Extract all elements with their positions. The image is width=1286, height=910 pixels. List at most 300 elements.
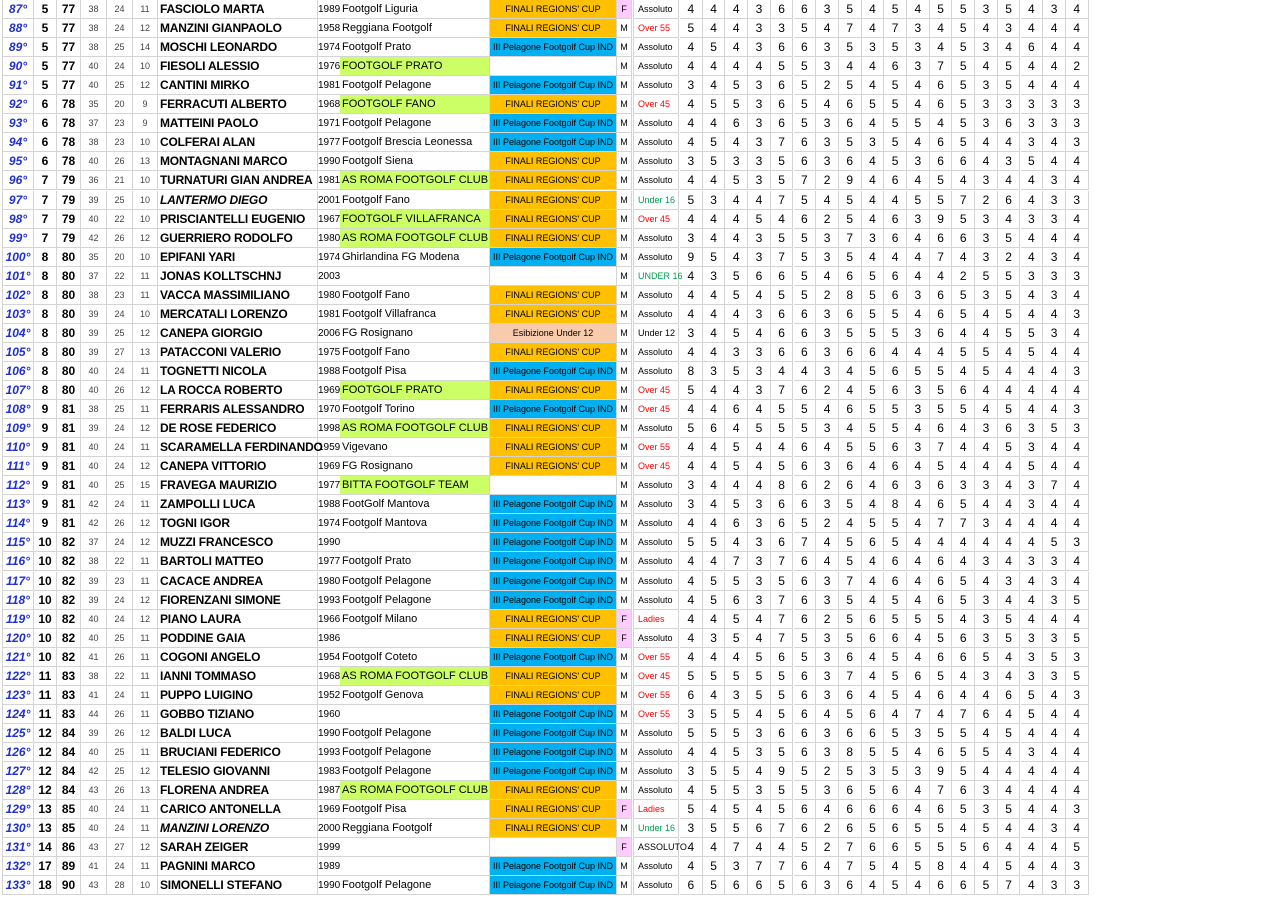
hole-score-cell: 5	[703, 572, 726, 591]
gender-cell: M	[617, 552, 632, 571]
hole-score-cell: 3	[1043, 267, 1066, 286]
hole-score-cell: 6	[771, 38, 794, 57]
table-row	[0, 191, 1268, 210]
gender-cell: F	[617, 800, 632, 819]
hole-score-cell: 4	[680, 781, 703, 800]
hole-score-cell: 4	[1043, 19, 1066, 38]
hole-score-cell: 4	[884, 248, 907, 267]
hole-score-cell: 3	[1066, 648, 1089, 667]
club-cell: BITTA FOOTGOLF TEAM	[340, 476, 490, 495]
hole-score-cell: 3	[907, 724, 930, 743]
hole-score-cell: 5	[907, 857, 930, 876]
hole-score-cell: 3	[1043, 629, 1066, 648]
hole-score-cell: 5	[771, 457, 794, 476]
hole-score-cell: 3	[975, 591, 998, 610]
hole-score-cell: 4	[680, 343, 703, 362]
split-score-cell: 15	[133, 476, 158, 495]
hole-score-cell: 3	[816, 114, 839, 133]
hole-score-cell: 4	[703, 457, 726, 476]
split-score-cell: 20	[107, 248, 133, 267]
event-cell: III Pelagone Footgolf Cup IND	[490, 533, 617, 552]
hole-score-cell: 5	[998, 610, 1021, 629]
hole-score-cell: 3	[1066, 362, 1089, 381]
split-score-cell: 11	[133, 267, 158, 286]
split-score-cell: 26	[107, 152, 133, 171]
split-score-cell: 35	[81, 95, 107, 114]
player-name-cell: GUERRIERO RODOLFO	[158, 229, 318, 248]
hole-score-cell: 4	[975, 133, 998, 152]
hole-score-cell: 4	[907, 229, 930, 248]
hole-score-cell: 4	[680, 572, 703, 591]
hole-score-cell: 4	[1066, 381, 1089, 400]
player-name-cell: FERRARIS ALESSANDRO	[158, 400, 318, 419]
gender-cell: M	[617, 210, 632, 229]
hole-score-cell: 4	[703, 552, 726, 571]
split-score-cell: 41	[81, 686, 107, 705]
club-cell: AS ROMA FOOTGOLF CLUB	[340, 419, 490, 438]
player-name-cell: CANTINI MIRKO	[158, 76, 318, 95]
hole-score-cell: 6	[952, 381, 975, 400]
hole-score-cell: 5	[930, 724, 953, 743]
club-cell: AS ROMA FOOTGOLF CLUB	[340, 781, 490, 800]
split-score-cell: 11	[133, 819, 158, 838]
split-score-cell: 23	[107, 572, 133, 591]
split-score-cell: 38	[81, 667, 107, 686]
hole-score-cell: 4	[907, 0, 930, 19]
hole-score-cell: 2	[816, 171, 839, 190]
club-cell: Footgolf Pisa	[340, 362, 490, 381]
birth-year-cell: 1969	[318, 457, 340, 476]
hole-score-cell: 4	[975, 686, 998, 705]
hole-score-cell: 5	[884, 38, 907, 57]
table-row	[0, 667, 1268, 686]
hole-score-cell: 4	[680, 0, 703, 19]
club-cell: Footgolf Coteto	[340, 648, 490, 667]
club-cell: FG Rosignano	[340, 324, 490, 343]
hole-score-cell: 5	[884, 724, 907, 743]
hole-score-cell: 4	[839, 419, 862, 438]
hole-score-cell: 4	[975, 533, 998, 552]
hole-score-cell: 4	[703, 324, 726, 343]
hole-score-cell: 5	[862, 400, 885, 419]
hole-score-cell: 5	[952, 724, 975, 743]
hole-score-cell: 4	[1043, 495, 1066, 514]
hole-score-cell: 5	[884, 133, 907, 152]
player-name-cell: PRISCIANTELLI EUGENIO	[158, 210, 318, 229]
hole-score-cell: 5	[703, 762, 726, 781]
birth-year-cell: 2003	[318, 267, 340, 286]
club-cell: Footgolf Fano	[340, 343, 490, 362]
event-cell: FINALI REGIONS' CUP	[490, 0, 617, 19]
hole-score-cell: 5	[703, 857, 726, 876]
hole-score-cell: 5	[975, 743, 998, 762]
category-cell: Assoluto	[633, 857, 679, 876]
hole-score-cell: 4	[1021, 191, 1044, 210]
birth-year-cell: 1974	[318, 38, 340, 57]
hole-score-cell: 4	[748, 286, 771, 305]
hole-score-cell: 5	[862, 267, 885, 286]
event-cell: III Pelagone Footgolf Cup IND	[490, 514, 617, 533]
hole-score-cell: 4	[1066, 610, 1089, 629]
hole-score-cell: 4	[975, 305, 998, 324]
hole-score-cell: 4	[998, 514, 1021, 533]
hole-score-cell: 3	[725, 857, 748, 876]
hole-score-cell: 5	[839, 38, 862, 57]
split-score-cell: 40	[81, 800, 107, 819]
hole-score-cell: 5	[862, 781, 885, 800]
hole-score-cell: 4	[725, 248, 748, 267]
strokes-over-par-cell: 10	[34, 533, 57, 552]
hole-score-cell: 3	[816, 343, 839, 362]
hole-score-cell: 5	[884, 610, 907, 629]
hole-score-cell: 6	[930, 591, 953, 610]
club-cell: FG Rosignano	[340, 457, 490, 476]
birth-year-cell: 1987	[318, 781, 340, 800]
hole-score-cell: 3	[1021, 495, 1044, 514]
strokes-over-par-cell: 9	[34, 495, 57, 514]
hole-score-cell: 3	[771, 19, 794, 38]
hole-score-cell: 5	[748, 210, 771, 229]
position-cell: 94°	[2, 133, 34, 152]
hole-score-cell: 4	[975, 857, 998, 876]
hole-score-cell: 7	[952, 191, 975, 210]
player-name-cell: MUZZI FRANCESCO	[158, 533, 318, 552]
birth-year-cell: 1993	[318, 591, 340, 610]
hole-score-cell: 3	[907, 762, 930, 781]
split-score-cell: 11	[133, 686, 158, 705]
hole-score-cell: 6	[930, 324, 953, 343]
hole-score-cell: 6	[930, 686, 953, 705]
hole-score-cell: 4	[1043, 514, 1066, 533]
split-score-cell: 10	[133, 133, 158, 152]
hole-score-cell: 6	[930, 800, 953, 819]
total-score-cell: 78	[57, 133, 81, 152]
hole-score-cell: 4	[748, 457, 771, 476]
birth-year-cell: 1954	[318, 648, 340, 667]
table-row	[0, 648, 1268, 667]
hole-score-cell: 6	[952, 648, 975, 667]
event-cell: FINALI REGIONS' CUP	[490, 381, 617, 400]
hole-score-cell: 4	[1021, 838, 1044, 857]
split-score-cell: 25	[107, 476, 133, 495]
event-cell: FINALI REGIONS' CUP	[490, 343, 617, 362]
hole-score-cell: 4	[907, 572, 930, 591]
hole-score-cell: 5	[1066, 667, 1089, 686]
split-score-cell: 11	[133, 857, 158, 876]
hole-score-cell: 5	[884, 591, 907, 610]
hole-score-cell: 3	[816, 781, 839, 800]
hole-score-cell: 5	[771, 705, 794, 724]
total-score-cell: 82	[57, 610, 81, 629]
hole-score-cell: 3	[748, 248, 771, 267]
hole-score-cell: 6	[930, 876, 953, 895]
hole-score-cell: 6	[930, 76, 953, 95]
hole-score-cell: 6	[884, 381, 907, 400]
hole-score-cell: 5	[952, 762, 975, 781]
gender-cell: M	[617, 857, 632, 876]
hole-score-cell: 5	[998, 267, 1021, 286]
split-score-cell: 40	[81, 76, 107, 95]
hole-score-cell: 4	[1043, 705, 1066, 724]
event-cell: FINALI REGIONS' CUP	[490, 686, 617, 705]
hole-score-cell: 3	[703, 629, 726, 648]
hole-score-cell: 4	[907, 343, 930, 362]
hole-score-cell: 5	[1043, 419, 1066, 438]
split-score-cell: 40	[81, 210, 107, 229]
hole-score-cell: 3	[1043, 876, 1066, 895]
hole-score-cell: 6	[771, 76, 794, 95]
hole-score-cell: 3	[975, 248, 998, 267]
hole-score-cell: 3	[907, 381, 930, 400]
hole-score-cell: 4	[680, 286, 703, 305]
hole-score-cell: 4	[816, 800, 839, 819]
category-cell: Assoluto	[633, 552, 679, 571]
hole-score-cell: 4	[680, 171, 703, 190]
table-row	[0, 572, 1268, 591]
table-row	[0, 610, 1268, 629]
hole-score-cell: 4	[748, 324, 771, 343]
player-name-cell: COGONI ANGELO	[158, 648, 318, 667]
hole-score-cell: 4	[748, 705, 771, 724]
birth-year-cell: 1958	[318, 19, 340, 38]
hole-score-cell: 4	[703, 76, 726, 95]
hole-score-cell: 8	[771, 476, 794, 495]
hole-score-cell: 6	[884, 286, 907, 305]
hole-score-cell: 5	[930, 457, 953, 476]
player-name-cell: CARICO ANTONELLA	[158, 800, 318, 819]
category-cell: UNDER 16	[633, 267, 679, 286]
position-cell: 112°	[2, 476, 34, 495]
hole-score-cell: 4	[975, 324, 998, 343]
hole-score-cell: 4	[816, 438, 839, 457]
hole-score-cell: 3	[862, 229, 885, 248]
hole-score-cell: 6	[794, 686, 817, 705]
event-cell: FINALI REGIONS' CUP	[490, 152, 617, 171]
gender-cell: M	[617, 400, 632, 419]
event-cell: FINALI REGIONS' CUP	[490, 191, 617, 210]
split-score-cell: 11	[133, 495, 158, 514]
hole-score-cell: 4	[1021, 362, 1044, 381]
hole-score-cell: 5	[930, 610, 953, 629]
event-cell: FINALI REGIONS' CUP	[490, 781, 617, 800]
hole-score-cell: 4	[1043, 38, 1066, 57]
total-score-cell: 80	[57, 305, 81, 324]
hole-score-cell: 6	[884, 229, 907, 248]
hole-score-cell: 5	[794, 419, 817, 438]
position-cell: 97°	[2, 191, 34, 210]
hole-score-cell: 4	[998, 210, 1021, 229]
event-cell: III Pelagone Footgolf Cup IND	[490, 38, 617, 57]
hole-score-cell: 6	[725, 591, 748, 610]
hole-score-cell: 5	[1066, 629, 1089, 648]
hole-score-cell: 4	[1021, 857, 1044, 876]
birth-year-cell: 1977	[318, 476, 340, 495]
category-cell: Assoluto	[633, 762, 679, 781]
split-score-cell: 36	[81, 171, 107, 190]
split-score-cell: 38	[81, 0, 107, 19]
hole-score-cell: 3	[1021, 743, 1044, 762]
hole-score-cell: 4	[907, 171, 930, 190]
hole-score-cell: 4	[1021, 400, 1044, 419]
hole-score-cell: 5	[952, 800, 975, 819]
gender-cell: M	[617, 286, 632, 305]
strokes-over-par-cell: 10	[34, 591, 57, 610]
hole-score-cell: 3	[1066, 800, 1089, 819]
position-cell: 93°	[2, 114, 34, 133]
hole-score-cell: 5	[952, 572, 975, 591]
hole-score-cell: 3	[816, 495, 839, 514]
category-cell: Assoluto	[633, 152, 679, 171]
hole-score-cell: 4	[998, 133, 1021, 152]
hole-score-cell: 4	[1066, 324, 1089, 343]
hole-score-cell: 4	[703, 686, 726, 705]
total-score-cell: 83	[57, 705, 81, 724]
hole-score-cell: 5	[725, 171, 748, 190]
hole-score-cell: 4	[862, 210, 885, 229]
hole-score-cell: 4	[952, 362, 975, 381]
split-score-cell: 26	[107, 648, 133, 667]
hole-score-cell: 5	[839, 210, 862, 229]
split-score-cell: 42	[81, 762, 107, 781]
split-score-cell: 12	[133, 19, 158, 38]
hole-score-cell: 4	[998, 781, 1021, 800]
hole-score-cell: 4	[725, 0, 748, 19]
hole-score-cell: 4	[680, 400, 703, 419]
gender-cell: F	[617, 0, 632, 19]
club-cell: Footgolf Pisa	[340, 800, 490, 819]
hole-score-cell: 4	[907, 686, 930, 705]
table-row	[0, 95, 1268, 114]
event-cell: III Pelagone Footgolf Cup IND	[490, 591, 617, 610]
hole-score-cell: 6	[794, 495, 817, 514]
total-score-cell: 82	[57, 552, 81, 571]
strokes-over-par-cell: 8	[34, 305, 57, 324]
player-name-cell: CANEPA VITTORIO	[158, 457, 318, 476]
gender-cell: M	[617, 419, 632, 438]
hole-score-cell: 4	[748, 800, 771, 819]
hole-score-cell: 4	[1066, 552, 1089, 571]
split-score-cell: 24	[107, 533, 133, 552]
position-cell: 121°	[2, 648, 34, 667]
split-score-cell: 38	[81, 19, 107, 38]
table-row	[0, 476, 1268, 495]
hole-score-cell: 5	[930, 667, 953, 686]
hole-score-cell: 4	[725, 305, 748, 324]
table-row	[0, 229, 1268, 248]
hole-score-cell: 6	[839, 476, 862, 495]
gender-cell: M	[617, 229, 632, 248]
split-score-cell: 11	[133, 552, 158, 571]
strokes-over-par-cell: 7	[34, 229, 57, 248]
hole-score-cell: 4	[839, 514, 862, 533]
split-score-cell: 12	[133, 229, 158, 248]
hole-score-cell: 4	[1021, 19, 1044, 38]
hole-score-cell: 4	[884, 343, 907, 362]
hole-score-cell: 4	[1066, 457, 1089, 476]
table-row	[0, 152, 1268, 171]
event-cell: FINALI REGIONS' CUP	[490, 438, 617, 457]
strokes-over-par-cell: 6	[34, 95, 57, 114]
split-score-cell: 37	[81, 114, 107, 133]
hole-score-cell: 4	[1021, 229, 1044, 248]
hole-score-cell: 5	[884, 667, 907, 686]
split-score-cell: 40	[81, 362, 107, 381]
hole-score-cell: 4	[725, 476, 748, 495]
hole-score-cell: 6	[884, 267, 907, 286]
hole-score-cell: 6	[862, 629, 885, 648]
hole-score-cell: 3	[975, 552, 998, 571]
hole-score-cell: 7	[930, 248, 953, 267]
hole-score-cell: 4	[1066, 210, 1089, 229]
hole-score-cell: 5	[794, 838, 817, 857]
birth-year-cell: 1967	[318, 210, 340, 229]
player-name-cell: VACCA MASSIMILIANO	[158, 286, 318, 305]
hole-score-cell: 3	[907, 286, 930, 305]
hole-score-cell: 5	[975, 819, 998, 838]
total-score-cell: 77	[57, 38, 81, 57]
split-score-cell: 22	[107, 267, 133, 286]
hole-score-cell: 5	[771, 781, 794, 800]
split-score-cell: 39	[81, 305, 107, 324]
hole-score-cell: 6	[930, 95, 953, 114]
player-name-cell: SCARAMELLA FERDINANDO	[158, 438, 318, 457]
hole-score-cell: 7	[930, 781, 953, 800]
hole-score-cell: 5	[862, 362, 885, 381]
hole-score-cell: 4	[1021, 57, 1044, 76]
hole-score-cell: 3	[1066, 857, 1089, 876]
total-score-cell: 77	[57, 76, 81, 95]
player-name-cell: MONTAGNANI MARCO	[158, 152, 318, 171]
event-cell	[490, 57, 617, 76]
club-cell: Footgolf Pelagone	[340, 743, 490, 762]
total-score-cell: 82	[57, 533, 81, 552]
hole-score-cell: 5	[998, 724, 1021, 743]
hole-score-cell: 4	[1043, 438, 1066, 457]
hole-score-cell: 4	[1043, 857, 1066, 876]
hole-score-cell: 5	[1066, 838, 1089, 857]
hole-score-cell: 4	[725, 533, 748, 552]
hole-score-cell: 4	[1066, 19, 1089, 38]
split-score-cell: 9	[133, 95, 158, 114]
hole-score-cell: 4	[1066, 76, 1089, 95]
position-cell: 101°	[2, 267, 34, 286]
hole-score-cell: 4	[998, 476, 1021, 495]
split-score-cell: 24	[107, 686, 133, 705]
hole-score-cell: 4	[1066, 38, 1089, 57]
hole-score-cell: 7	[771, 133, 794, 152]
gender-cell: M	[617, 705, 632, 724]
hole-score-cell: 4	[998, 591, 1021, 610]
hole-score-cell: 5	[884, 419, 907, 438]
position-cell: 88°	[2, 19, 34, 38]
category-cell: Assoluto	[633, 229, 679, 248]
hole-score-cell: 3	[816, 57, 839, 76]
total-score-cell: 84	[57, 781, 81, 800]
table-row	[0, 343, 1268, 362]
hole-score-cell: 6	[794, 610, 817, 629]
hole-score-cell: 5	[839, 705, 862, 724]
hole-score-cell: 4	[703, 305, 726, 324]
hole-score-cell: 4	[1043, 724, 1066, 743]
hole-score-cell: 6	[839, 343, 862, 362]
hole-score-cell: 6	[794, 743, 817, 762]
hole-score-cell: 7	[952, 705, 975, 724]
hole-score-cell: 7	[771, 591, 794, 610]
hole-score-cell: 5	[680, 667, 703, 686]
hole-score-cell: 3	[748, 133, 771, 152]
hole-score-cell: 3	[1043, 552, 1066, 571]
hole-score-cell: 4	[725, 419, 748, 438]
